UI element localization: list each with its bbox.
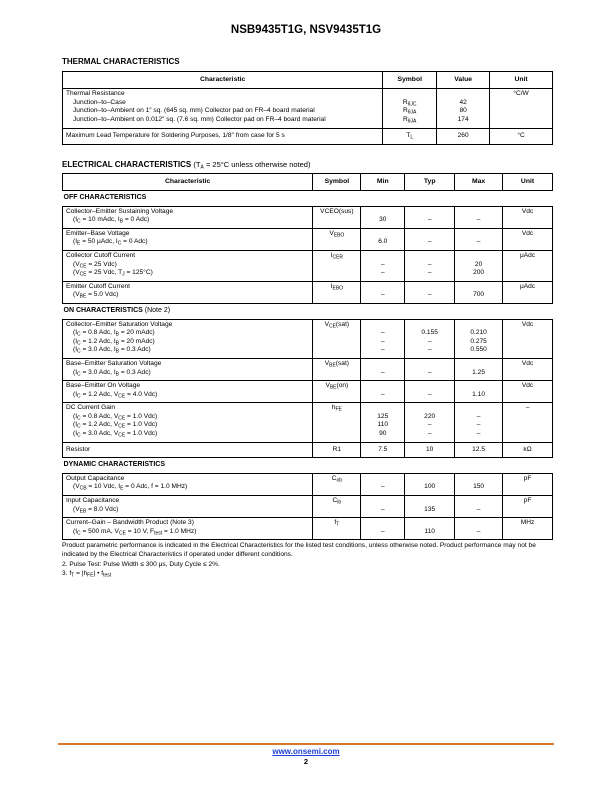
section-title: OFF CHARACTERISTICS	[63, 191, 553, 207]
page-title: NSB9435T1G, NSV9435T1G	[230, 24, 382, 36]
symbol-cell: $V_{BE}(sat)$	[313, 358, 361, 380]
symbol-cell: $h_{FE}$	[313, 403, 361, 442]
table-row	[63, 250, 553, 281]
symbol-cell: $V_{CE}(sat)$	[313, 319, 361, 358]
symbol-cell: $T_L$	[383, 129, 437, 145]
typ-cell: 10	[405, 442, 455, 458]
col-characteristic: Characteristic	[63, 72, 383, 89]
section-row	[63, 303, 553, 319]
section-title: ON CHARACTERISTICS (Note 2)	[63, 303, 553, 319]
typ-cell: 135	[405, 496, 455, 518]
symbol-cell: $C_{ib}$	[313, 496, 361, 518]
max-cell: 0.210 0.275 0.550	[455, 319, 503, 358]
table-row	[63, 518, 553, 540]
typ-cell: –	[405, 381, 455, 403]
characteristic-cell: Maximum Lead Temperature for Soldering Purposes, 1/8″ from case for 5 s	[63, 129, 383, 145]
characteristic-cell: DC Current Gain ($I_C = 0.8$ Adc, $V_{CE} = 1.0$ Vdc) ($I_C = 1.2$ Adc, $V_{CE} = 1.0$ Vdc) ($I_C = 3.0$ Adc, $V_{CE} = 1.0$ Vdc)	[63, 403, 313, 442]
typ-cell: 100	[405, 473, 455, 495]
min-cell: 30	[361, 206, 405, 228]
characteristic-cell: Base–Emitter On Voltage ($I_C = 1.2$ Adc, $V_{CE} = 4.0$ Vdc)	[63, 381, 313, 403]
symbol-cell: $R_{\theta JC}$ $R_{\theta JA}$ $R_{\theta JA}$	[383, 89, 437, 129]
unit-cell: kΩ	[503, 442, 553, 458]
symbol-cell: VCEO(sus)	[313, 206, 361, 228]
unit-cell: °C	[490, 129, 553, 145]
min-cell: –	[361, 473, 405, 495]
typ-cell: –	[405, 206, 455, 228]
table-row	[63, 319, 553, 358]
unit-cell: MHz	[503, 518, 553, 540]
table-row	[63, 442, 553, 458]
min-cell: 6.0	[361, 228, 405, 250]
characteristic-cell: Base–Emitter Saturation Voltage ($I_C = 3.0$ Adc, $I_B = 0.3$ Adc)	[63, 358, 313, 380]
website-link[interactable]: www.onsemi.com	[272, 747, 340, 756]
symbol-cell: $V_{BE}(on)$	[313, 381, 361, 403]
max-cell: 1.25	[455, 358, 503, 380]
unit-cell: Vdc	[503, 206, 553, 228]
characteristic-cell: Output Capacitance ($V_{CB} = 10$ Vdc, $I_E = 0$ Adc, f = 1.0 MHz)	[63, 473, 313, 495]
max-cell: –	[455, 496, 503, 518]
typ-cell: –	[405, 358, 455, 380]
table-row	[63, 381, 553, 403]
col-symbol: Symbol	[313, 174, 361, 191]
typ-cell: 0.155 – –	[405, 319, 455, 358]
max-cell: 150	[455, 473, 503, 495]
electrical-heading	[62, 160, 310, 169]
disclaimer-text: Product parametric performance is indicated in the Electrical Characteristics for the listed test conditions, unless otherwise noted. Product performance may not be indicated by the Electrical Characteristics if operated under different conditions.	[62, 542, 536, 558]
table-row	[63, 496, 553, 518]
characteristic-cell: Collector Cutoff Current ($V_{CE} = 25$ Vdc) ($V_{CE} = 25$ Vdc, $T_J = 125^\circ C$)	[63, 250, 313, 281]
max-cell: 1.10	[455, 381, 503, 403]
col-min: Min	[361, 174, 405, 191]
min-cell: – – –	[361, 319, 405, 358]
col-symbol: Symbol	[383, 72, 437, 89]
notes-block	[62, 542, 554, 578]
max-cell: 700	[455, 281, 503, 303]
max-cell: – – –	[455, 403, 503, 442]
table-row	[63, 358, 553, 380]
col-value: Value	[437, 72, 490, 89]
table-row	[63, 281, 553, 303]
table-row	[63, 206, 553, 228]
max-cell: 12.5	[455, 442, 503, 458]
unit-cell: Vdc	[503, 381, 553, 403]
min-cell: – –	[361, 250, 405, 281]
section-row	[63, 458, 553, 474]
characteristic-cell: Thermal Resistance Junction–to–Case Junction–to–Ambient on 1″ sq. (645 sq. mm) Collector pad on FR–4 board material Junction–to–Ambient on 0.012″ sq. (7.6 sq. mm) Collector pad on FR–4 board material	[63, 89, 383, 129]
min-cell: –	[361, 358, 405, 380]
typ-cell: 110	[405, 518, 455, 540]
max-cell: 20 200	[455, 250, 503, 281]
typ-cell: –	[405, 281, 455, 303]
symbol-cell: $I_{EBO}$	[313, 281, 361, 303]
typ-cell: 220 – –	[405, 403, 455, 442]
value-cell: 42 80 174	[437, 89, 490, 129]
note-item: 2. Pulse Test: Pulse Width ≤ 300 μs, Duty Cycle ≤ 2%.	[62, 561, 220, 569]
max-cell: –	[455, 206, 503, 228]
min-cell: –	[361, 496, 405, 518]
min-cell: –	[361, 518, 405, 540]
unit-cell: μAdc	[503, 250, 553, 281]
characteristic-cell: Emitter Cutoff Current ($V_{BE} = 5.0$ Vdc)	[63, 281, 313, 303]
table-row	[63, 89, 553, 129]
col-characteristic: Characteristic	[63, 174, 313, 191]
electrical-heading-note: ($T_A = 25^\circ C$ unless otherwise noted)	[193, 160, 311, 171]
table-row	[63, 228, 553, 250]
table-row	[63, 129, 553, 145]
unit-cell: Vdc	[503, 228, 553, 250]
unit-cell: pF	[503, 496, 553, 518]
characteristic-cell: Resistor	[63, 442, 313, 458]
section-title: DYNAMIC CHARACTERISTICS	[63, 458, 553, 474]
table-row	[63, 403, 553, 442]
typ-cell: –	[405, 228, 455, 250]
symbol-cell: $I_{CER}$	[313, 250, 361, 281]
max-cell: –	[455, 518, 503, 540]
min-cell: –	[361, 281, 405, 303]
electrical-header-row	[63, 174, 553, 191]
page-number: 2	[303, 757, 309, 766]
col-max: Max	[455, 174, 503, 191]
characteristic-cell: Current–Gain – Bandwidth Product (Note 3) ($I_C = 500$ mA, $V_{CE} = 10$ V, $F_{test} = 1.0$ MHz)	[63, 518, 313, 540]
min-cell: –	[361, 381, 405, 403]
section-row	[63, 191, 553, 207]
thermal-heading: THERMAL CHARACTERISTICS	[62, 57, 180, 66]
unit-cell: –	[503, 403, 553, 442]
col-unit: Unit	[503, 174, 553, 191]
note-item: 3. $f_T = |h_{FE}|$ • $f_{test}$	[62, 569, 112, 579]
typ-cell: – –	[405, 250, 455, 281]
unit-cell: Vdc	[503, 358, 553, 380]
thermal-table	[62, 71, 553, 145]
unit-cell: Vdc	[503, 319, 553, 358]
electrical-heading-text: ELECTRICAL CHARACTERISTICS	[62, 160, 192, 169]
unit-cell: μAdc	[503, 281, 553, 303]
electrical-table	[62, 173, 553, 540]
characteristic-cell: Input Capacitance ($V_{EB} = 8.0$ Vdc)	[63, 496, 313, 518]
unit-cell: °C/W	[490, 89, 553, 129]
symbol-cell: $f_T$	[313, 518, 361, 540]
col-typ: Typ	[405, 174, 455, 191]
characteristic-cell: Collector–Emitter Sustaining Voltage ($I_C = 10$ mAdc, $I_B = 0$ Adc)	[63, 206, 313, 228]
value-cell: 260	[437, 129, 490, 145]
symbol-cell: $V_{EBO}$	[313, 228, 361, 250]
characteristic-cell: Emitter–Base Voltage ($I_E = 50$ μAdc, $I_C = 0$ Adc)	[63, 228, 313, 250]
min-cell: 7.5	[361, 442, 405, 458]
min-cell: 125 110 90	[361, 403, 405, 442]
symbol-cell: $C_{ob}$	[313, 473, 361, 495]
unit-cell: pF	[503, 473, 553, 495]
footer-divider	[58, 743, 554, 745]
characteristic-cell: Collector–Emitter Saturation Voltage ($I_C = 0.8$ Adc, $I_B = 20$ mAdc) ($I_C = 1.2$ Adc, $I_B = 20$ mAdc) ($I_C = 3.0$ Adc, $I_B = 0.3$ Adc)	[63, 319, 313, 358]
table-row	[63, 473, 553, 495]
note-list	[62, 561, 554, 578]
max-cell: –	[455, 228, 503, 250]
thermal-header-row	[63, 72, 553, 89]
symbol-cell: R1	[313, 442, 361, 458]
col-unit: Unit	[490, 72, 553, 89]
